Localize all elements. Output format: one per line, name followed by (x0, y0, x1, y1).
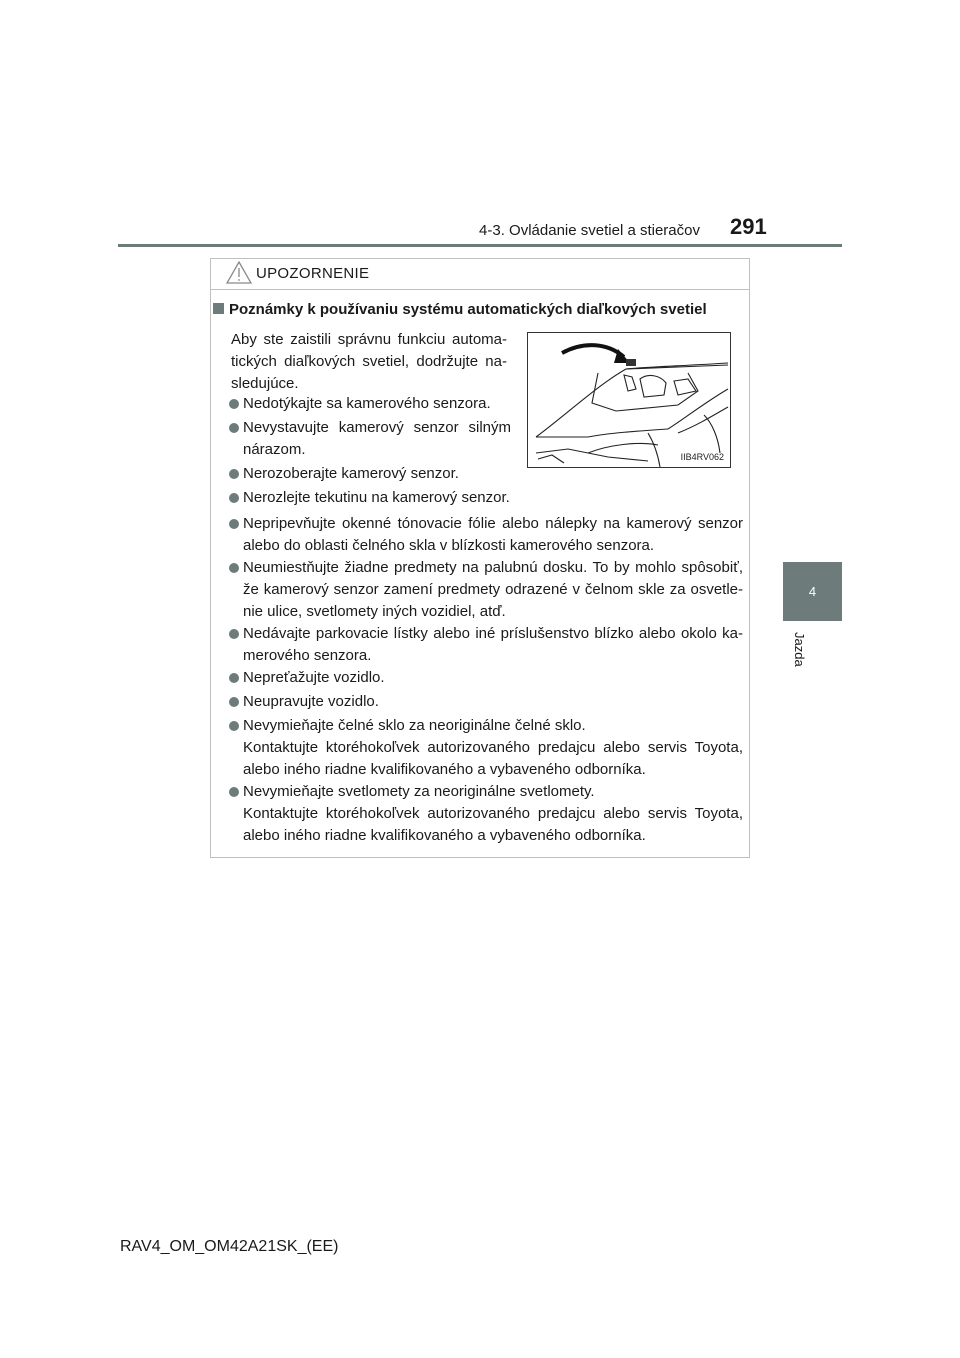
subheading-text: Poznámky k používaniu systému automatických diaľkových svetiel (229, 301, 707, 318)
header-divider (118, 244, 842, 247)
caution-box (210, 258, 750, 858)
list-item: Nerozlejte tekutinu na kamerový senzor. (229, 487, 543, 509)
list-item: Nepripevňujte okenné tónovacie fólie alebo nálepky na kamerový senzor alebo do oblasti čelného skla v blízkosti kamerového senzora. (229, 513, 743, 557)
list-item: Nedotýkajte sa kamerového senzora. (229, 393, 515, 415)
caution-subheading (213, 301, 707, 318)
page-number: 291 (730, 214, 767, 239)
chapter-tab (783, 562, 842, 621)
list-item: Nevystavujte kamerový senzor silným nárazom. (229, 417, 511, 461)
document-code: RAV4_OM_OM42A21SK_(EE) (120, 1238, 339, 1255)
bullet-icon (229, 469, 239, 479)
list-item: Nepreťažujte vozidlo. (229, 667, 743, 689)
intro-paragraph: Aby ste zaistili správnu funkciu automa-tických diaľkových svetiel, dodržujte na-sledujúce. (231, 331, 507, 392)
bullet-icon (229, 697, 239, 707)
car-windshield-illustration (528, 333, 730, 467)
list-item: Nevymieňajte čelné sklo za neoriginálne čelné sklo. Kontaktujte ktoréhokoľvek autorizovaného predajcu alebo servis Toyota, alebo iného riadne kvalifikovaného a vybaveného odborníka. (229, 715, 743, 781)
list-item: Neupravujte vozidlo. (229, 691, 743, 713)
warning-triangle-icon (226, 261, 252, 284)
list-item: Nerozoberajte kamerový senzor. (229, 463, 515, 485)
bullet-icon (229, 629, 239, 639)
bullet-icon (229, 423, 239, 433)
windshield-camera-figure (527, 332, 731, 468)
list-item: Nevymieňajte svetlomety za neoriginálne svetlomety. Kontaktujte ktoréhokoľvek autorizovaného predajcu alebo servis Toyota, alebo iného riadne kvalifikovaného a vybaveného odborníka. (229, 781, 743, 847)
bullet-icon (229, 493, 239, 503)
bullet-icon (229, 519, 239, 529)
caution-header (211, 259, 749, 290)
chapter-number: 4 (808, 584, 817, 599)
section-title: 4-3. Ovládanie svetiel a stieračov (479, 222, 700, 239)
figure-code: IIB4RV062 (680, 452, 724, 462)
chapter-label: Jazda (792, 632, 807, 667)
list-item: Neumiestňujte žiadne predmety na palubnú dosku. To by mohlo spôsobiť, že kamerový senzor zamení predmety odrazené v čelnom skle za osvetle-nie ulice, svetlomety iných vozidiel, atď. (229, 557, 743, 623)
caution-title: UPOZORNENIE (256, 265, 370, 282)
list-item-note: Kontaktujte ktoréhokoľvek autorizovaného predajcu alebo servis Toyota, alebo iného riadne kvalifikovaného a vybaveného odborníka. (243, 739, 743, 778)
section-marker-icon (213, 303, 224, 314)
bullet-icon (229, 721, 239, 731)
bullet-icon (229, 563, 239, 573)
bullet-icon (229, 787, 239, 797)
list-item-note: Kontaktujte ktoréhokoľvek autorizovaného predajcu alebo servis Toyota, alebo iného riadne kvalifikovaného a vybaveného odborníka. (243, 805, 743, 844)
bullet-icon (229, 399, 239, 409)
list-item: Nedávajte parkovacie lístky alebo iné príslušenstvo blízko alebo okolo ka-merového senzora. (229, 623, 743, 667)
bullet-icon (229, 673, 239, 683)
